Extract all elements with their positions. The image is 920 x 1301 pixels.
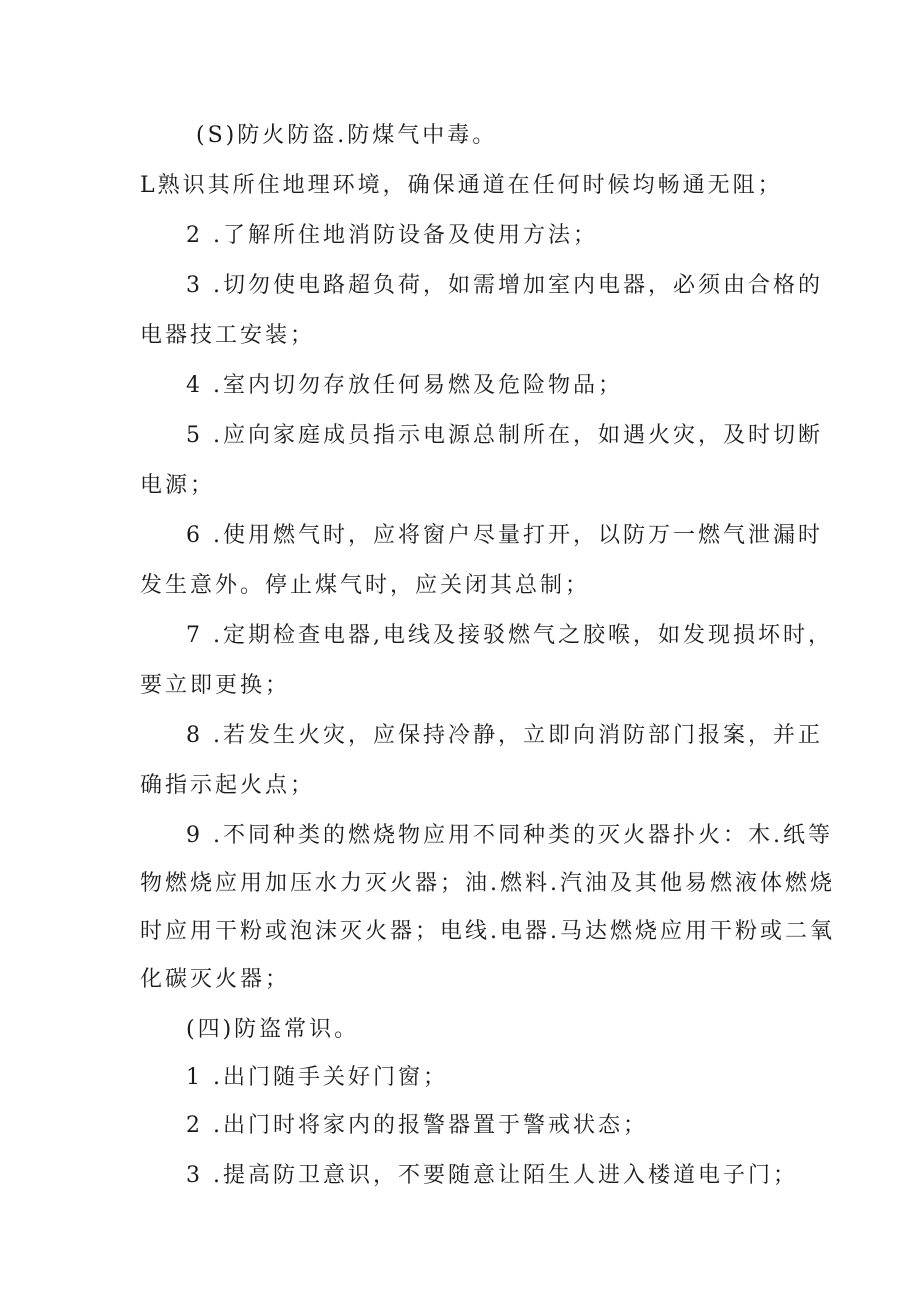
paragraph-line: 1 .出门随手关好门窗； (186, 1065, 448, 1090)
paragraph-line: 要立即更换； (140, 673, 291, 698)
paragraph-line: 3 .提高防卫意识，不要随意让陌生人进入楼道电子门； (186, 1163, 798, 1188)
paragraph-line: 化碳灭火器； (140, 967, 291, 992)
paragraph-line: 电器技工安装； (140, 323, 316, 348)
paragraph-line: 确指示起火点； (140, 773, 316, 798)
paragraph-line: 4 .室内切勿存放任何易燃及危险物品； (186, 373, 623, 398)
paragraph-line: 2 .了解所住地消防设备及使用方法； (186, 223, 598, 248)
paragraph-line: 5 .应向家庭成员指示电源总制所在，如遇火灾，及时切断 (186, 423, 823, 448)
paragraph-line: 7 .定期检查电器,电线及接驳燃气之胶喉，如发现损坏时， (186, 623, 833, 648)
paragraph-line: 6 .使用燃气时，应将窗户尽量打开，以防万一燃气泄漏时 (186, 523, 823, 548)
paragraph-line: 物燃烧应用加压水力灭火器；油.燃料.汽油及其他易燃液体燃烧 (140, 871, 835, 896)
paragraph-line: 2 .出门时将家内的报警器置于警戒状态； (186, 1113, 648, 1138)
section-heading-theft: (四)防盗常识。 (186, 1017, 360, 1042)
paragraph-line: 9 .不同种类的燃烧物应用不同种类的灭火器扑火：木.纸等 (186, 823, 833, 848)
paragraph-line: L熟识其所住地理环境，确保通道在任何时候均畅通无阻； (140, 173, 783, 198)
paragraph-line: 电源； (140, 473, 216, 498)
section-heading-fire-gas: (S)防火防盗.防煤气中毒。 (196, 123, 498, 148)
paragraph-line: 发生意外。停止煤气时，应关闭其总制； (140, 573, 591, 598)
paragraph-line: 3 .切勿使电路超负荷，如需增加室内电器，必须由合格的 (186, 273, 823, 298)
paragraph-line: 时应用干粉或泡沫灭火器；电线.电器.马达燃烧应用干粉或二氧 (140, 919, 835, 944)
paragraph-line: 8 .若发生火灾，应保持冷静，立即向消防部门报案，并正 (186, 723, 823, 748)
